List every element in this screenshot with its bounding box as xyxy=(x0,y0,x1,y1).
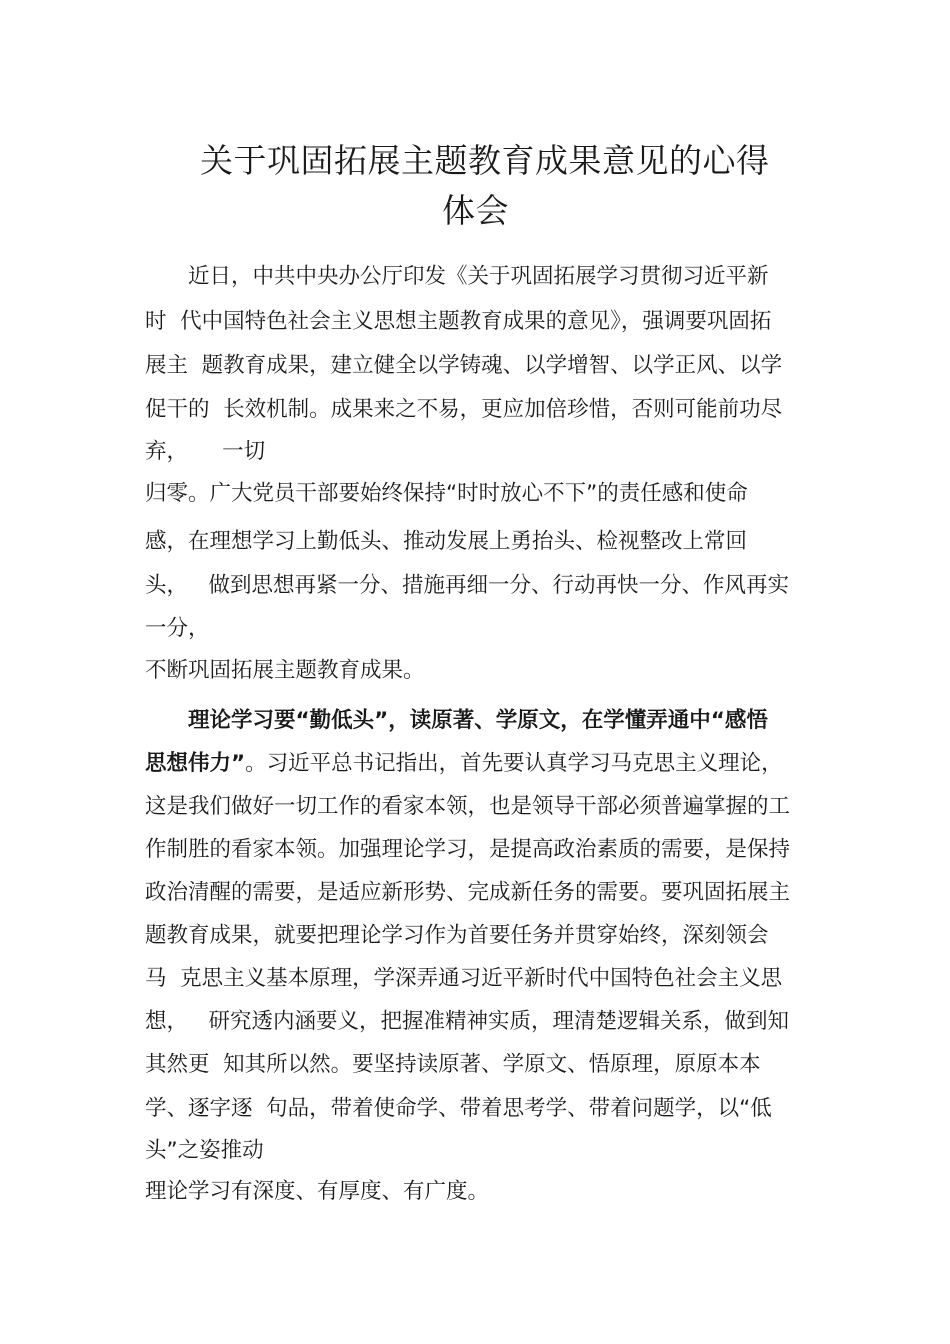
document-title-line-1: 关于巩固拓展主题教育成果意见的心得 xyxy=(200,141,770,180)
paragraph-1-line: 一分， xyxy=(145,616,210,641)
paragraph-2-line xyxy=(145,750,783,778)
paragraph-1-line: 近日，中共中央办公厅印发《关于巩固拓展学习贯彻习近平新 xyxy=(188,264,769,289)
paragraph-2-line: 马 克思主义基本原理，学深弄通习近平新时代中国特色社会主义思 xyxy=(145,966,783,991)
paragraph-2-heading: 理论学习要“勤低头”，读原著、学原文，在学懂弄通中“感悟 xyxy=(188,708,768,733)
paragraph-1-line: 促干的 长效机制。成果来之不易，更应加倍珍惜，否则可能前功尽 xyxy=(145,397,783,422)
paragraph-2-line: 题教育成果，就要把理论学习作为首要任务并贯穿始终，深刻领会 xyxy=(145,923,769,948)
paragraph-1-line: 感，在理想学习上勤低头、推动发展上勇抬头、检视整改上常回 xyxy=(145,529,748,554)
paragraph-2-line: 政治清醒的需要，是适应新形势、完成新任务的需要。要巩固拓展主 xyxy=(145,880,791,905)
paragraph-2-line: 这是我们做好一切工作的看家本领，也是领导干部必须普遍掌握的工 xyxy=(145,794,791,819)
paragraph-2-line: 想， 研究透内涵要义，把握准精神实质，理清楚逻辑关系，做到知 xyxy=(145,1009,790,1034)
paragraph-2-line: 学、逐字逐 句品，带着使命学、带着思考学、带着问题学，以“低 xyxy=(145,1096,772,1121)
paragraph-1-line: 归零。广大党员干部要始终保持“时时放心不下”的责任感和使命 xyxy=(145,481,748,506)
paragraph-1-line: 时 代中国特色社会主义思想主题教育成果的意见》，强调要巩固拓 xyxy=(145,309,772,334)
paragraph-1-line: 弃， 一切 xyxy=(145,439,266,464)
paragraph-2-line: 头”之姿推动 xyxy=(145,1138,264,1163)
paragraph-1-line: 头， 做到思想再紧一分、措施再细一分、行动再快一分、作风再实 xyxy=(145,573,790,598)
document-title-line-2: 体会 xyxy=(442,191,509,230)
paragraph-2-line: 理论学习有深度、有厚度、有广度。 xyxy=(145,1179,490,1204)
paragraph-1-line: 不断巩固拓展主题教育成果。 xyxy=(145,658,425,683)
paragraph-2-line: 其然更 知其所以然。要坚持读原著、学原文、悟原理，原原本本 xyxy=(145,1052,761,1077)
paragraph-2-line-text: 。习近平总书记指出，首先要认真学习马克思主义理论， xyxy=(245,751,783,776)
paragraph-2-heading-end: 思想伟力” xyxy=(145,751,246,776)
paragraph-2-line: 作制胜的看家本领。加强理论学习，是提高政治素质的需要，是保持 xyxy=(145,837,791,862)
paragraph-1-line: 展主 题教育成果，建立健全以学铸魂、以学增智、以学正风、以学 xyxy=(145,353,783,378)
